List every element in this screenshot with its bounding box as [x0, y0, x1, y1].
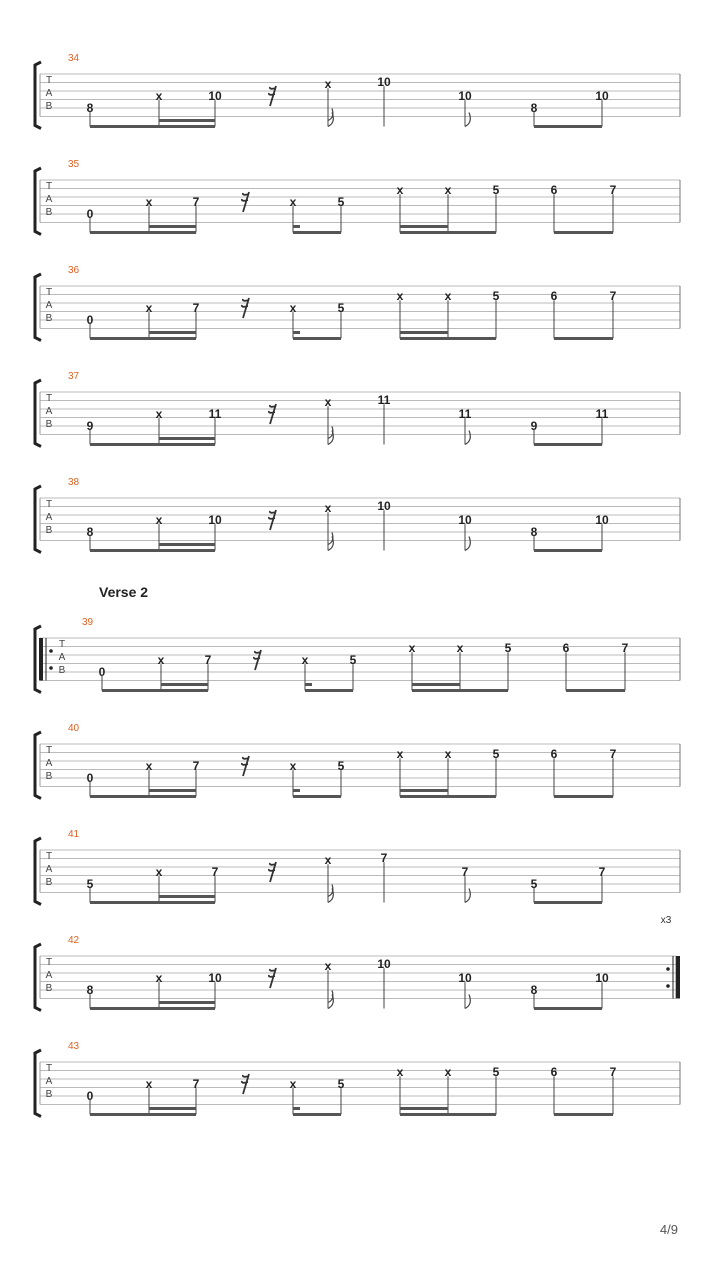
repeat-dot: [49, 649, 53, 653]
note-flag: [465, 537, 470, 551]
fret-number: 11: [377, 393, 391, 408]
dead-note: x: [289, 195, 297, 210]
repeat-count: x3: [660, 915, 672, 926]
fret-number: 7: [609, 1065, 617, 1080]
tab-clef-b: B: [45, 525, 53, 536]
dead-note: x: [155, 971, 163, 986]
repeat-start-thick-bar: [39, 638, 43, 681]
fret-number: 5: [337, 1077, 345, 1092]
fret-number: 10: [377, 499, 391, 514]
dead-note: x: [444, 1065, 452, 1080]
fret-number: 5: [530, 877, 538, 891]
measure-number: 42: [68, 935, 80, 946]
tab-clef-b: B: [45, 313, 53, 324]
dead-note: x: [324, 853, 332, 868]
dead-note: x: [444, 183, 452, 198]
fret-number: 11: [208, 407, 222, 422]
measure-number: 37: [68, 371, 80, 382]
dead-note: x: [289, 301, 297, 316]
measure-number: 39: [82, 617, 94, 628]
note-flag: [465, 995, 470, 1009]
tab-clef-t: T: [45, 499, 53, 510]
note-flag: [465, 431, 470, 445]
fret-number: 10: [208, 89, 222, 104]
sixteenth-rest: [242, 192, 249, 212]
dead-note: x: [324, 395, 332, 410]
tab-clef-b: B: [45, 101, 53, 112]
fret-number: 7: [192, 301, 200, 316]
sixteenth-rest: [254, 650, 261, 670]
fret-number: 5: [86, 877, 94, 891]
fret-number: 8: [530, 983, 538, 997]
fret-number: 11: [595, 407, 609, 422]
dead-note: x: [444, 289, 452, 304]
sixteenth-rest: [269, 404, 276, 424]
dead-note: x: [145, 1077, 153, 1092]
tab-clef-a: A: [45, 864, 53, 875]
fret-number: 5: [504, 641, 512, 656]
dead-note: x: [444, 747, 452, 762]
dead-note: x: [289, 1077, 297, 1092]
tab-clef-a: A: [45, 194, 53, 205]
fret-number: 11: [458, 407, 472, 422]
repeat-end-thick-bar: [676, 956, 680, 999]
fret-number: 7: [621, 641, 629, 656]
dead-note: x: [145, 195, 153, 210]
tab-clef-b: B: [45, 1089, 53, 1100]
dead-note: x: [155, 513, 163, 528]
dead-note: x: [145, 301, 153, 316]
tab-clef-b: B: [45, 419, 53, 430]
fret-number: 5: [492, 747, 500, 762]
tab-clef-a: A: [58, 652, 66, 663]
tab-clef-t: T: [45, 393, 53, 404]
fret-number: 7: [211, 865, 219, 880]
fret-number: 6: [550, 289, 558, 304]
dead-note: x: [396, 289, 404, 304]
fret-number: 7: [609, 747, 617, 762]
fret-number: 10: [595, 971, 609, 986]
tab-clef-b: B: [45, 877, 53, 888]
fret-number: 7: [598, 865, 606, 880]
dead-note: x: [396, 1065, 404, 1080]
tab-clef-a: A: [45, 88, 53, 99]
dead-note: x: [155, 89, 163, 104]
fret-number: 6: [550, 1065, 558, 1080]
dead-note: x: [157, 653, 165, 668]
sixteenth-rest: [242, 756, 249, 776]
fret-number: 0: [98, 665, 106, 679]
measure-number: 36: [68, 265, 80, 276]
fret-number: 5: [337, 195, 345, 210]
fret-number: 5: [492, 183, 500, 198]
measure-number: 34: [68, 53, 80, 64]
fret-number: 5: [492, 289, 500, 304]
fret-number: 7: [204, 653, 212, 668]
dead-note: x: [324, 77, 332, 92]
fret-number: 10: [458, 513, 472, 528]
fret-number: 6: [550, 183, 558, 198]
fret-number: 7: [192, 759, 200, 774]
tab-clef-b: B: [58, 665, 66, 676]
fret-number: 8: [86, 101, 94, 115]
fret-number: 10: [458, 89, 472, 104]
measure-number: 40: [68, 723, 80, 734]
tab-clef-t: T: [45, 851, 53, 862]
repeat-dot: [666, 984, 670, 988]
tab-clef-b: B: [45, 207, 53, 218]
tab-clef-t: T: [45, 181, 53, 192]
measure-number: 41: [68, 829, 80, 840]
tab-clef-a: A: [45, 512, 53, 523]
tab-clef-t: T: [45, 287, 53, 298]
fret-number: 8: [86, 525, 94, 539]
tab-clef-t: T: [45, 745, 53, 756]
fret-number: 9: [530, 419, 538, 433]
sixteenth-rest: [269, 86, 276, 106]
measure-number: 43: [68, 1041, 80, 1052]
fret-number: 10: [595, 89, 609, 104]
repeat-dot: [49, 666, 53, 670]
fret-number: 5: [337, 759, 345, 774]
dead-note: x: [396, 183, 404, 198]
measure-number: 38: [68, 477, 80, 488]
fret-number: 7: [192, 1077, 200, 1092]
tab-clef-t: T: [45, 1063, 53, 1074]
fret-number: 10: [458, 971, 472, 986]
dead-note: x: [324, 501, 332, 516]
tab-clef-b: B: [45, 983, 53, 994]
fret-number: 5: [337, 301, 345, 316]
tab-clef-t: T: [45, 75, 53, 86]
fret-number: 10: [208, 513, 222, 528]
tab-clef-a: A: [45, 970, 53, 981]
dead-note: x: [456, 641, 464, 656]
fret-number: 10: [377, 957, 391, 972]
dead-note: x: [155, 865, 163, 880]
dead-note: x: [396, 747, 404, 762]
fret-number: 10: [208, 971, 222, 986]
sixteenth-rest: [242, 1074, 249, 1094]
tab-clef-t: T: [45, 957, 53, 968]
dead-note: x: [145, 759, 153, 774]
fret-number: 9: [86, 419, 94, 433]
dead-note: x: [155, 407, 163, 422]
fret-number: 7: [609, 183, 617, 198]
fret-number: 10: [595, 513, 609, 528]
tab-clef-a: A: [45, 300, 53, 311]
fret-number: 6: [562, 641, 570, 656]
sixteenth-rest: [269, 862, 276, 882]
tab-clef-t: T: [58, 639, 66, 650]
fret-number: 8: [530, 525, 538, 539]
repeat-dot: [666, 967, 670, 971]
fret-number: 0: [86, 207, 94, 221]
fret-number: 7: [461, 865, 469, 880]
tab-clef-a: A: [45, 406, 53, 417]
tab-clef-a: A: [45, 1076, 53, 1087]
fret-number: 8: [530, 101, 538, 115]
fret-number: 0: [86, 313, 94, 327]
measure-number: 35: [68, 159, 80, 170]
section-label-verse-2: Verse 2: [99, 584, 149, 600]
sixteenth-rest: [242, 298, 249, 318]
sixteenth-rest: [269, 968, 276, 988]
note-flag: [465, 889, 470, 903]
dead-note: x: [408, 641, 416, 656]
fret-number: 7: [609, 289, 617, 304]
fret-number: 0: [86, 1089, 94, 1103]
dead-note: x: [324, 959, 332, 974]
fret-number: 7: [380, 851, 388, 866]
note-flag: [465, 113, 470, 127]
dead-note: x: [301, 653, 309, 668]
fret-number: 7: [192, 195, 200, 210]
fret-number: 0: [86, 771, 94, 785]
dead-note: x: [289, 759, 297, 774]
fret-number: 5: [492, 1065, 500, 1080]
sixteenth-rest: [269, 510, 276, 530]
tab-clef-a: A: [45, 758, 53, 769]
page-number: 4/9: [659, 1222, 678, 1237]
fret-number: 8: [86, 983, 94, 997]
tab-clef-b: B: [45, 771, 53, 782]
fret-number: 10: [377, 75, 391, 90]
fret-number: 6: [550, 747, 558, 762]
fret-number: 5: [349, 653, 357, 668]
